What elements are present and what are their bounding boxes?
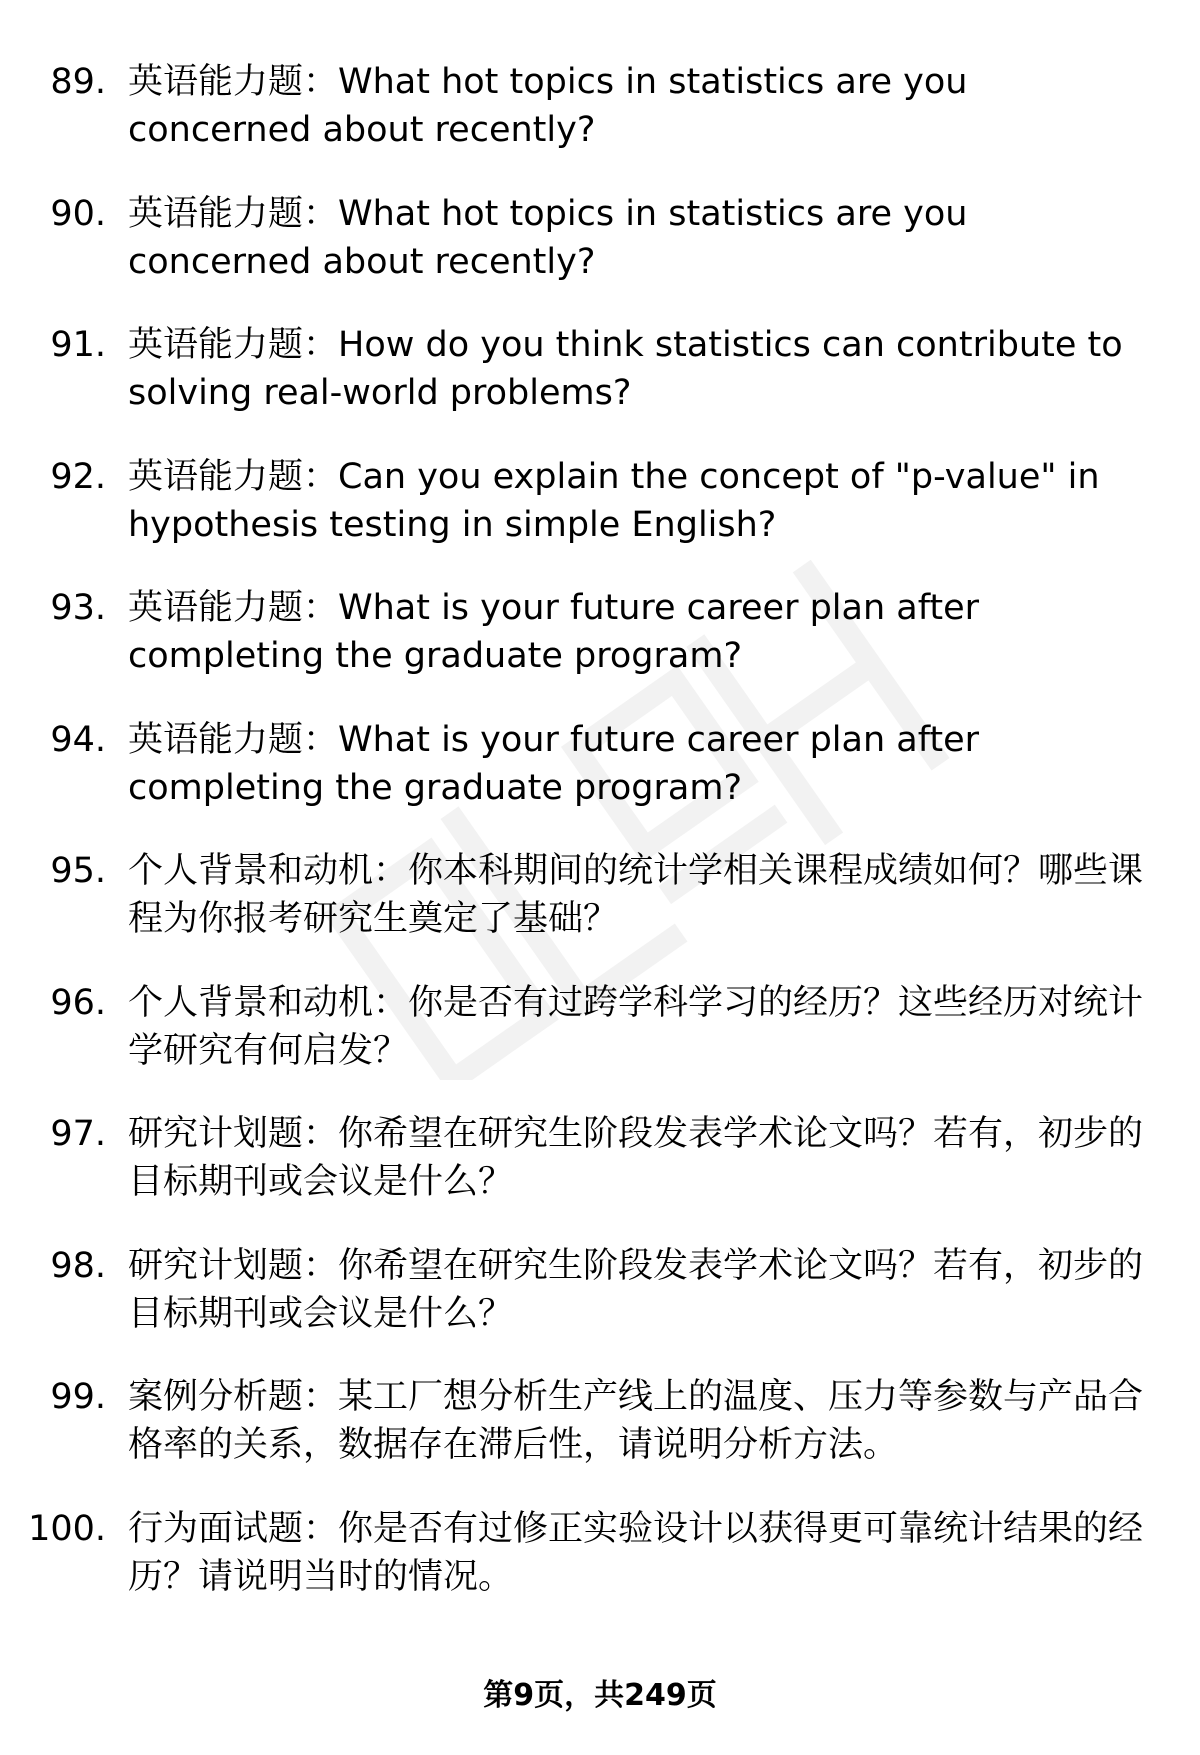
question-text: 英语能力题：What hot topics in statistics are you concerned about recently? <box>128 193 968 282</box>
question-number: 94. <box>50 719 106 760</box>
question-text: 个人背景和动机：你本科期间的统计学相关课程成绩如何？哪些课程为你报考研究生奠定了基础？ <box>128 851 1144 939</box>
question-number: 97. <box>50 1114 106 1154</box>
list-item <box>0 847 1200 979</box>
list-item <box>0 321 1200 453</box>
question-number: 92. <box>50 456 106 497</box>
question-text: 英语能力题：What hot topics in statistics are you concerned about recently? <box>128 62 968 150</box>
list-item <box>0 1373 1200 1505</box>
list-item <box>0 1110 1200 1242</box>
question-number: 98. <box>50 1245 106 1286</box>
question-text: 个人背景和动机：你是否有过跨学科学习的经历？这些经历对统计学研究有何启发？ <box>128 982 1144 1071</box>
list-item <box>0 1505 1200 1637</box>
list-item <box>0 979 1200 1111</box>
list-item <box>0 58 1200 190</box>
question-number: 95. <box>50 851 106 891</box>
question-text: 英语能力题：What is your future career plan after completing the graduate program? <box>128 588 980 676</box>
list-item <box>0 1242 1200 1374</box>
question-text: 研究计划题：你希望在研究生阶段发表学术论文吗？若有，初步的目标期刊或会议是什么？ <box>128 1245 1144 1334</box>
list-item <box>0 716 1200 848</box>
question-text: 英语能力题：What is your future career plan after completing the graduate program? <box>128 719 980 808</box>
question-list <box>0 58 1200 1636</box>
list-item <box>0 584 1200 716</box>
question-number: 90. <box>50 193 106 234</box>
question-text: 英语能力题：Can you explain the concept of "p-value" in hypothesis testing in simple English? <box>128 456 1100 545</box>
list-item <box>0 453 1200 585</box>
question-number: 91. <box>50 325 106 365</box>
question-number: 93. <box>50 588 106 628</box>
question-text: 行为面试题：你是否有过修正实验设计以获得更可靠统计结果的经历？请说明当时的情况。 <box>128 1508 1144 1597</box>
question-text: 案例分析题：某工厂想分析生产线上的温度、压力等参数与产品合格率的关系，数据存在滞后性，请说明分析方法。 <box>128 1377 1144 1465</box>
question-number: 89. <box>50 62 106 102</box>
question-number: 96. <box>50 982 106 1023</box>
list-item <box>0 190 1200 322</box>
page-footer: 第9页，共249页 <box>483 1678 717 1713</box>
question-text: 研究计划题：你希望在研究生阶段发表学术论文吗？若有，初步的目标期刊或会议是什么？ <box>128 1114 1144 1202</box>
question-number: 100. <box>28 1508 106 1549</box>
question-text: 英语能力题：How do you think statistics can contribute to solving real-world problems? <box>128 325 1123 413</box>
question-number: 99. <box>50 1377 106 1417</box>
